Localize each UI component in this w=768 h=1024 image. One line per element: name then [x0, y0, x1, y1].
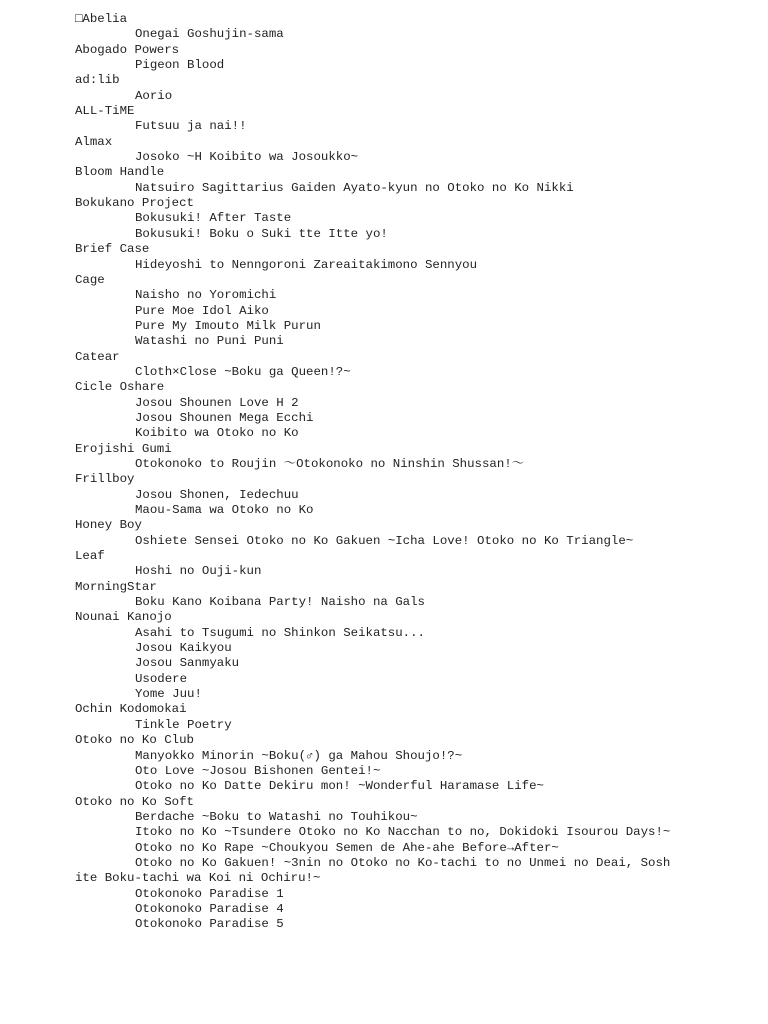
company-group	[75, 165, 675, 196]
company-name: Bokukano Project	[75, 196, 194, 211]
company-name: Brief Case	[75, 242, 150, 257]
game-title: Futsuu ja nai!!	[135, 119, 247, 134]
company-group	[75, 518, 675, 549]
company-group	[75, 380, 675, 441]
company-name: Ochin Kodomokai	[75, 702, 187, 717]
game-title: Cloth×Close ~Boku ga Queen!?~	[135, 364, 351, 379]
game-title: Hoshi no Ouji-kun	[135, 564, 262, 579]
game-title: Josou Shounen Love H 2	[135, 395, 299, 410]
company-group	[75, 795, 675, 933]
company-name: ALL-TiME	[75, 104, 135, 119]
game-title: Maou-Sama wa Otoko no Ko	[135, 503, 314, 517]
game-title: Oto Love ~Josou Bishonen Gentei!~	[135, 763, 381, 778]
game-title: Onegai Goshujin-sama	[135, 27, 284, 42]
document-text	[75, 12, 675, 933]
game-title: Otokonoko Paradise 4	[135, 901, 284, 916]
game-title: Yome Juu!	[135, 687, 202, 702]
game-title: Manyokko Minorin ~Boku(♂) ga Mahou Shoujo!?~	[135, 748, 463, 763]
company-group	[75, 73, 675, 104]
company-group	[75, 196, 675, 242]
company-name: ad:lib	[75, 73, 120, 88]
company-name: MorningStar	[75, 579, 157, 594]
company-group	[75, 610, 675, 702]
game-title: Otoko no Ko Datte Dekiru mon! ~Wonderful Haramase Life~	[135, 779, 544, 794]
company-name: Cicle Oshare	[75, 380, 165, 395]
company-group	[75, 702, 675, 733]
game-title: Josou Shonen, Iedechuu	[135, 487, 299, 502]
company-group	[75, 472, 675, 518]
game-title: Oshiete Sensei Otoko no Ko Gakuen ~Icha Love! Otoko no Ko Triangle~	[135, 533, 634, 548]
company-group	[75, 273, 675, 350]
company-name: □Abelia	[75, 12, 128, 26]
game-title: Otoko no Ko Rape ~Choukyou Semen de Ahe-ahe Before→After~	[135, 840, 559, 855]
company-name: Catear	[75, 349, 120, 364]
company-name: Nounai Kanojo	[75, 610, 172, 625]
game-title: Itoko no Ko ~Tsundere Otoko no Ko Nacchan to no, Dokidoki Isourou Days!~	[135, 825, 671, 840]
company-group	[75, 12, 675, 43]
company-name: Honey Boy	[75, 518, 142, 533]
company-group	[75, 733, 675, 794]
game-title: Josou Kaikyou	[135, 641, 232, 656]
game-title: Hideyoshi to Nenngoroni Zareaitakimono Sennyou	[135, 257, 478, 272]
company-name: Almax	[75, 134, 113, 149]
game-title: Josou Sanmyaku	[135, 656, 240, 671]
game-title: Naisho no Yoromichi	[135, 288, 277, 303]
company-name: Leaf	[75, 549, 105, 564]
game-title: Natsuiro Sagittarius Gaiden Ayato-kyun no Otoko no Ko Nikki	[135, 180, 574, 195]
game-title: Boku Kano Koibana Party! Naisho na Gals	[135, 595, 425, 610]
company-name: Otoko no Ko Club	[75, 733, 194, 748]
game-title: Josou Shounen Mega Ecchi	[135, 410, 314, 425]
game-title: Tinkle Poetry	[135, 717, 232, 732]
company-name: Cage	[75, 272, 105, 287]
game-title: Aorio	[135, 88, 173, 103]
company-name: Frillboy	[75, 472, 135, 487]
game-title: Asahi to Tsugumi no Shinkon Seikatsu...	[135, 625, 425, 640]
company-group	[75, 135, 675, 166]
company-group	[75, 350, 675, 381]
game-title: Pure My Imouto Milk Purun	[135, 318, 321, 333]
company-group	[75, 104, 675, 135]
game-title: Bokusuki! Boku o Suki tte Itte yo!	[135, 226, 388, 241]
company-name: Abogado Powers	[75, 42, 180, 57]
game-title: Pigeon Blood	[135, 58, 225, 73]
game-title: Koibito wa Otoko no Ko	[135, 426, 299, 441]
company-group	[75, 549, 675, 580]
game-title: Otokonoko Paradise 1	[135, 886, 284, 901]
game-title: Bokusuki! After Taste	[135, 211, 292, 226]
game-title: Josoko ~H Koibito wa Josoukko~	[135, 150, 359, 165]
company-group	[75, 580, 675, 611]
game-title: Watashi no Puni Puni	[135, 334, 284, 349]
company-name: Erojishi Gumi	[75, 441, 172, 456]
game-title: Otokonoko to Roujin 〜Otokonoko no Ninshin Shussan!〜	[135, 456, 525, 471]
company-group	[75, 442, 675, 473]
game-title: Berdache ~Boku to Watashi no Touhikou~	[135, 809, 418, 824]
company-name: Otoko no Ko Soft	[75, 794, 194, 809]
company-name: Bloom Handle	[75, 165, 165, 180]
game-title: Otokonoko Paradise 5	[135, 917, 284, 932]
game-title: Pure Moe Idol Aiko	[135, 303, 269, 318]
company-group	[75, 242, 675, 273]
company-group	[75, 43, 675, 74]
game-title: Otoko no Ko Gakuen! ~3nin no Otoko no Ko-tachi to no Unmei no Deai, Soshite Boku-tachi wa Koi ni Ochiru!~	[75, 855, 671, 886]
game-title: Usodere	[135, 671, 188, 686]
